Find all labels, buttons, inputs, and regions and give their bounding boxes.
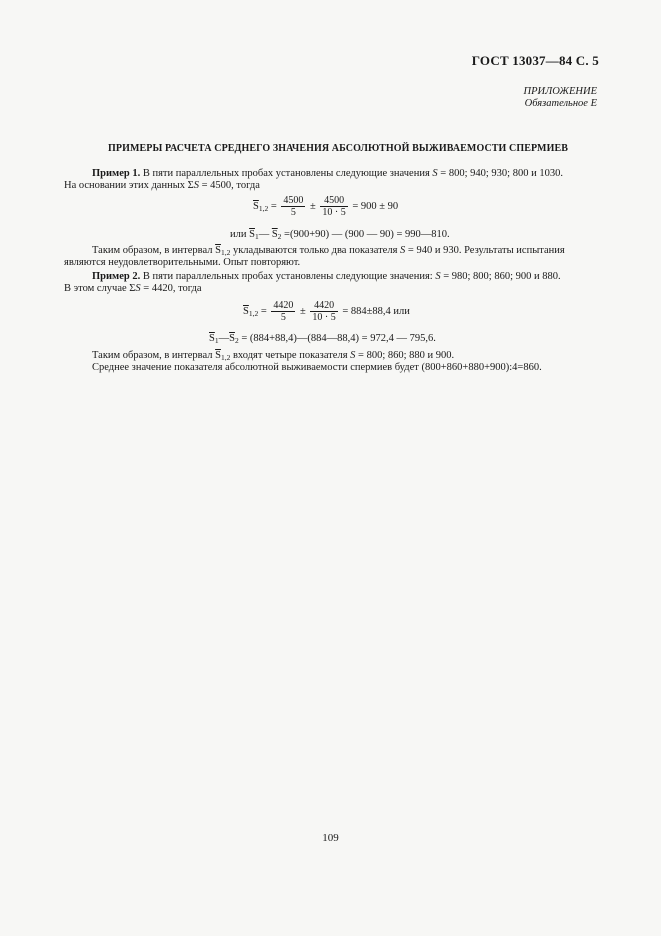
- example1-line1: [92, 168, 563, 180]
- formula-s1-bar: $\overline{S}$: [209, 333, 215, 344]
- example2-line2-values: = 4420, тогда: [140, 283, 202, 294]
- fraction-1: [271, 300, 295, 323]
- formula-subscript: 2: [277, 232, 282, 241]
- fraction-denominator: 10 · 5: [322, 207, 346, 218]
- fraction-numerator: 4420: [310, 300, 337, 312]
- formula-subscript: 1: [214, 336, 219, 345]
- example1-line2-text: На основании этих данных Σ: [64, 180, 194, 191]
- page-header-standard: ГОСТ 13037—84 С. 5: [471, 53, 599, 68]
- example1-var-s: S: [432, 168, 438, 179]
- formula-s2-bar: $\overline{S}$: [271, 229, 278, 240]
- formula-plusminus: ±: [307, 200, 319, 212]
- example2-var-s: S: [435, 271, 441, 282]
- formula-s2-bar: $\overline{S}$: [229, 333, 235, 344]
- conclusion-text: = 800; 860; 880 и 900.: [355, 350, 455, 361]
- page-number: 109: [322, 832, 339, 844]
- formula-subscript: 1,2: [248, 308, 259, 318]
- conclusion-text: Таким образом, в интервал: [92, 350, 216, 361]
- formula-subscript: 1: [254, 232, 259, 241]
- fraction-numerator: 4500: [283, 195, 304, 206]
- formula-result: = 900 ± 90: [349, 200, 399, 212]
- appendix-label: ПРИЛОЖЕНИЕ: [523, 86, 597, 97]
- example2-values: = 980; 800; 860; 900 и 880.: [440, 271, 561, 282]
- example2-line2-text: В этом случае Σ: [64, 283, 136, 294]
- formula-result: = 884±88,4 или: [339, 305, 410, 317]
- example1-line2: [64, 180, 260, 192]
- conclusion-text: = 940 и 930. Результаты испытания: [405, 245, 565, 256]
- formula-minus: —: [218, 333, 230, 344]
- formula-rest: =(900+90) — (900 — 90) = 990—810.: [281, 229, 450, 240]
- fraction-2: [310, 300, 337, 323]
- formula-minus: —: [258, 229, 272, 240]
- example2-formula1: [243, 300, 410, 323]
- formula-rest: = (884+88,4)—(884—88,4) = 972,4 — 795,6.: [238, 333, 436, 344]
- example1-formula1: [253, 195, 398, 218]
- example1-label: Пример 1.: [92, 168, 141, 179]
- fraction-1: [281, 195, 305, 218]
- formula-s-bar: $\overline{S}$: [253, 200, 259, 212]
- example2-line2-var: S: [135, 283, 141, 294]
- example2-conclusion-line2: Среднее значение показателя абсолютной выживаемости спермиев будет (800+860+880+900):4=860.: [92, 362, 542, 373]
- fraction-denominator: 5: [290, 207, 296, 218]
- appendix-block: [524, 86, 598, 110]
- formula-prefix: или: [230, 229, 250, 240]
- conclusion-s-bar: $\overline{S}$: [215, 350, 221, 361]
- fraction-2: [320, 195, 347, 218]
- conclusion-text: укладываются только два показателя: [230, 245, 401, 256]
- formula-s1-bar: $\overline{S}$: [249, 229, 255, 240]
- example2-line2: [64, 283, 202, 295]
- fraction-denominator: 5: [280, 312, 286, 323]
- example1-text: В пяти параллельных пробах установлены следующие значения: [140, 168, 433, 179]
- example2-text: В пяти параллельных пробах установлены следующие значения:: [140, 271, 436, 282]
- example1-formula2: [230, 229, 450, 241]
- formula-equals: =: [258, 305, 270, 317]
- conclusion-subscript: 1,2: [220, 248, 231, 257]
- conclusion-s-bar: $\overline{S}$: [215, 245, 221, 256]
- conclusion-text: входят четыре показателя: [230, 350, 351, 361]
- example2-line1: [92, 271, 561, 283]
- fraction-denominator: 10 · 5: [312, 312, 336, 323]
- example1-line2-var: S: [193, 180, 199, 191]
- formula-s-bar: $\overline{S}$: [243, 305, 249, 317]
- conclusion-subscript: 1,2: [220, 353, 231, 362]
- formula-subscript: 2: [234, 336, 239, 345]
- example2-label: Пример 2.: [92, 271, 141, 282]
- example2-formula2: [209, 333, 436, 345]
- example1-line2-values: = 4500, тогда: [199, 180, 260, 191]
- formula-equals: =: [268, 200, 280, 212]
- conclusion-var: S: [350, 350, 356, 361]
- formula-subscript: 1,2: [258, 203, 269, 213]
- conclusion-var: S: [400, 245, 406, 256]
- example1-conclusion-line2: являются неудовлетворительными. Опыт повторяют.: [64, 257, 301, 268]
- fraction-numerator: 4500: [320, 195, 347, 207]
- conclusion-text: Таким образом, в интервал: [92, 245, 216, 256]
- formula-plusminus: ±: [297, 305, 309, 317]
- fraction-numerator: 4420: [273, 300, 294, 311]
- appendix-type: Обязательное Е: [524, 98, 597, 109]
- section-title: ПРИМЕРЫ РАСЧЕТА СРЕДНЕГО ЗНАЧЕНИЯ АБСОЛЮТНОЙ ВЫЖИВАЕМОСТИ СПЕРМИЕВ: [108, 143, 568, 154]
- example1-values: = 800; 940; 930; 800 и 1030.: [437, 168, 563, 179]
